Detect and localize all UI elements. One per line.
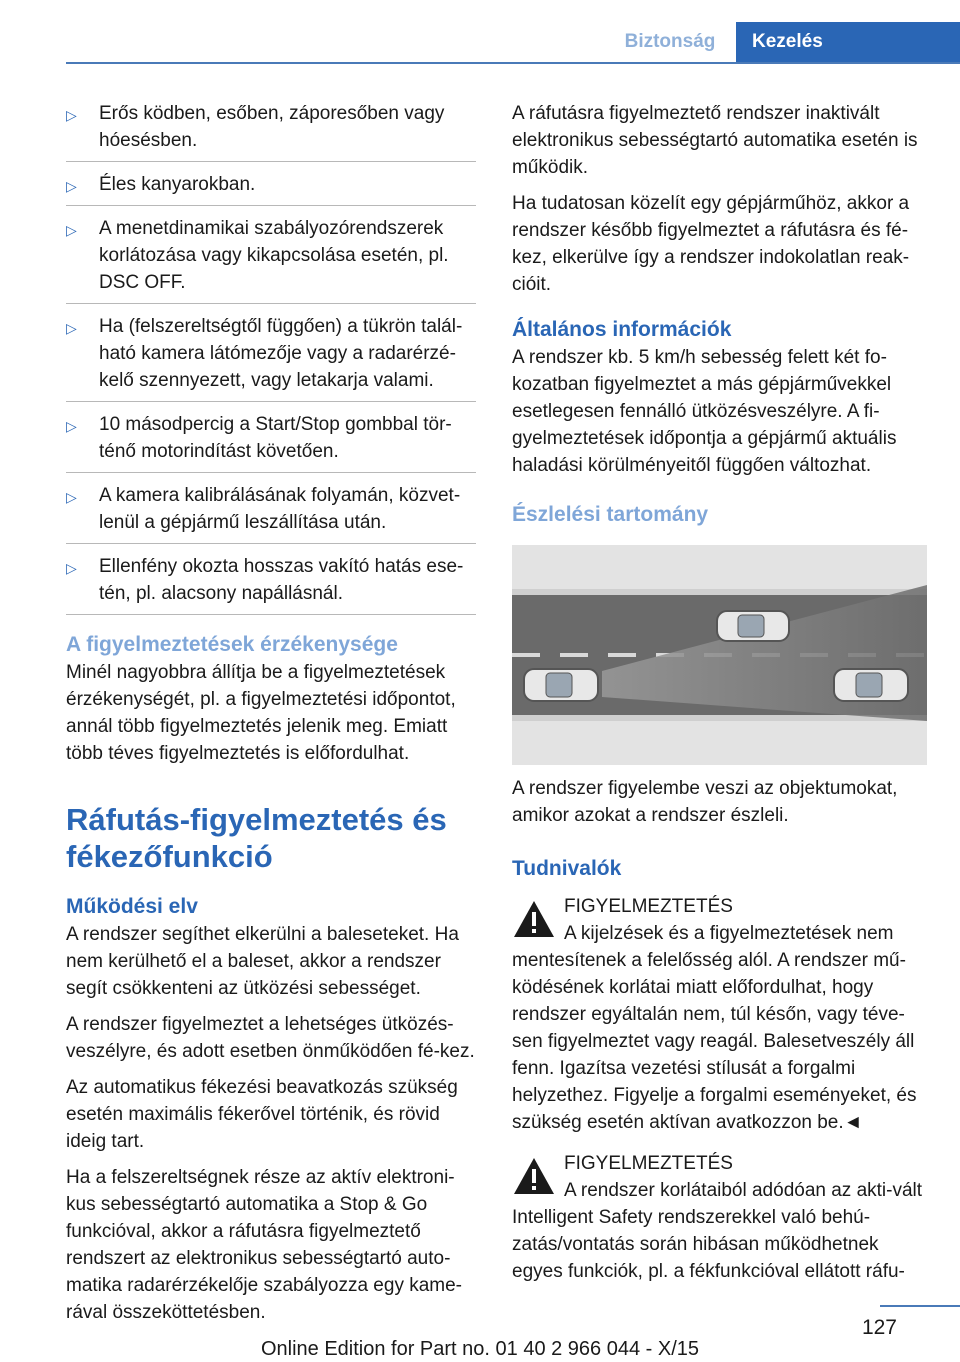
warning-text: A rendszer korlátaiból adódóan az akti-vált Intelligent Safety rendszerekkel való behú-zatás/vontatás során hibásan működhetnek egyes funkciók, pl. a fékfunkcióval ellátott ráfu-	[512, 1180, 923, 1282]
own-car	[524, 669, 598, 701]
bullet-triangle-icon: ▷	[66, 560, 77, 576]
target-car-ahead	[717, 611, 789, 641]
bullet-triangle-icon: ▷	[66, 222, 77, 238]
target-car-right	[834, 669, 908, 701]
warning-triangle-icon	[512, 1156, 556, 1196]
principle-paragraph: A rendszer figyelmeztet a lehetséges ütközés-veszélyre, és adott esetben önműködően fé-kez.	[66, 1014, 475, 1062]
sensitivity-heading: A figyelmeztetések érzékenysége	[66, 633, 398, 656]
intro-paragraph: A ráfutásra figyelmeztető rendszer inaktivált elektronikus sebességtartó automatika esetén is működik.	[512, 103, 918, 178]
detection-range-figure	[512, 545, 927, 765]
list-item-text: Erős ködben, esőben, záporesőben vagy hóesésben.	[99, 103, 445, 151]
bullet-triangle-icon: ▷	[66, 418, 77, 434]
limitations-list	[66, 100, 476, 615]
intro-paragraph: Ha tudatosan közelít egy gépjárműhöz, akkor a rendszer később figyelmeztet a ráfutásra és fé-kez, elkerülve így a rendszer indokolatlan reak-cióit.	[512, 193, 910, 295]
left-column	[66, 100, 476, 1335]
list-item-text: Ha (felszereltségtől függően) a tükrön talál-ható kamera látómezője vagy a radarérzé-kelő szennyezett, vagy letakarja valami.	[99, 316, 463, 391]
right-column	[512, 100, 926, 1294]
footer-edition-text: Online Edition for Part no. 01 40 2 966 044 - X/15	[260, 1338, 700, 1360]
warning-text: A kijelzések és a figyelmeztetések nem mentesítenek a felelősség alól. A rendszer mű-ködésének korlátai miatt előfordulhat, hogy rendszer egyáltalán nem, túl későn, vagy téve-sen figyelmeztet vagy reagál. Balesetveszély áll fenn. Igazítsa vezetési stílusát a forgalmi helyzethez. Figyelje a forgalmi eseményeket, és szükség esetén aktívan avatkozzon be.◄	[512, 923, 917, 1133]
warning-box	[512, 1150, 926, 1177]
page-number-rule	[880, 1305, 960, 1307]
bullet-triangle-icon: ▷	[66, 489, 77, 505]
general-info-heading: Általános információk	[512, 318, 732, 341]
warning-triangle-icon	[512, 899, 556, 939]
list-item-text: Ellenfény okozta hosszas vakító hatás ese-tén, pl. alacsony napállásnál.	[99, 556, 464, 604]
list-item-text: A menetdinamikai szabályozórendszerek korlátozása vagy kikapcsolása esetén, pl. DSC OFF.	[99, 218, 449, 293]
principle-paragraph: A rendszer segíthet elkerülni a baleseteket. Ha nem kerülhető el a baleset, akkor a rendszer segít csökkenteni az ütközési sebességet.	[66, 924, 459, 999]
list-item	[66, 313, 476, 402]
list-item	[66, 171, 476, 206]
list-item-text: 10 másodpercig a Start/Stop gombbal tör-ténő motorindítást követően.	[99, 414, 452, 462]
bullet-triangle-icon: ▷	[66, 320, 77, 336]
bullet-triangle-icon: ▷	[66, 107, 77, 123]
list-item	[66, 482, 476, 544]
warning-title: FIGYELMEZTETÉS	[564, 1153, 733, 1174]
bullet-triangle-icon: ▷	[66, 178, 77, 194]
principle-heading: Működési elv	[66, 895, 198, 918]
header-tab-kezeles[interactable]: Kezelés	[736, 22, 960, 62]
page-number: 127	[861, 1316, 897, 1339]
list-item	[66, 411, 476, 473]
section-title: Ráfutás-figyelmeztetés és fékezőfunkció	[66, 802, 447, 874]
figure-caption: A rendszer figyelembe veszi az objektumokat, amikor azokat a rendszer észleli.	[512, 778, 898, 826]
header-rule	[66, 62, 960, 64]
header-tab-biztonsag[interactable]: Biztonság	[624, 31, 716, 52]
warning-box	[512, 893, 926, 920]
notes-heading: Tudnivalók	[512, 857, 622, 880]
warning-title: FIGYELMEZTETÉS	[564, 896, 733, 917]
sensitivity-paragraph: Minél nagyobbra állítja be a figyelmeztetések érzékenységét, pl. a figyelmeztetési időpontot, annál több figyelmeztetés jelenik meg. Emiatt több téves figyelmeztetés is előfordulhat.	[66, 662, 456, 764]
range-heading: Észlelési tartomány	[512, 503, 709, 526]
list-item	[66, 100, 476, 162]
list-item	[66, 215, 476, 304]
principle-paragraph: Az automatikus fékezési beavatkozás szükség esetén maximális fékerővel történik, és rövid ideig tart.	[66, 1077, 458, 1152]
list-item	[66, 553, 476, 615]
list-item-text: A kamera kalibrálásának folyamán, közvet-lenül a gépjármű leszállítása után.	[99, 485, 461, 533]
general-info-paragraph: A rendszer kb. 5 km/h sebesség felett két fo-kozatban figyelmeztet a más gépjárművekkel esetlegesen fennálló ütközésveszélyre. A fi-gyelmeztetések időpontja a gépjármű aktuális haladási körülményeitől függően változhat.	[512, 347, 897, 476]
principle-paragraph: Ha a felszereltségnek része az aktív elektroni-kus sebességtartó automatika a Stop & Go funkcióval, akkor a ráfutásra figyelmeztető rendszert az elektronikus sebességtartó auto-matika radarérzékelője szabályozza egy kame-rával összeköttetésben.	[66, 1167, 463, 1323]
list-item-text: Éles kanyarokban.	[99, 174, 256, 195]
